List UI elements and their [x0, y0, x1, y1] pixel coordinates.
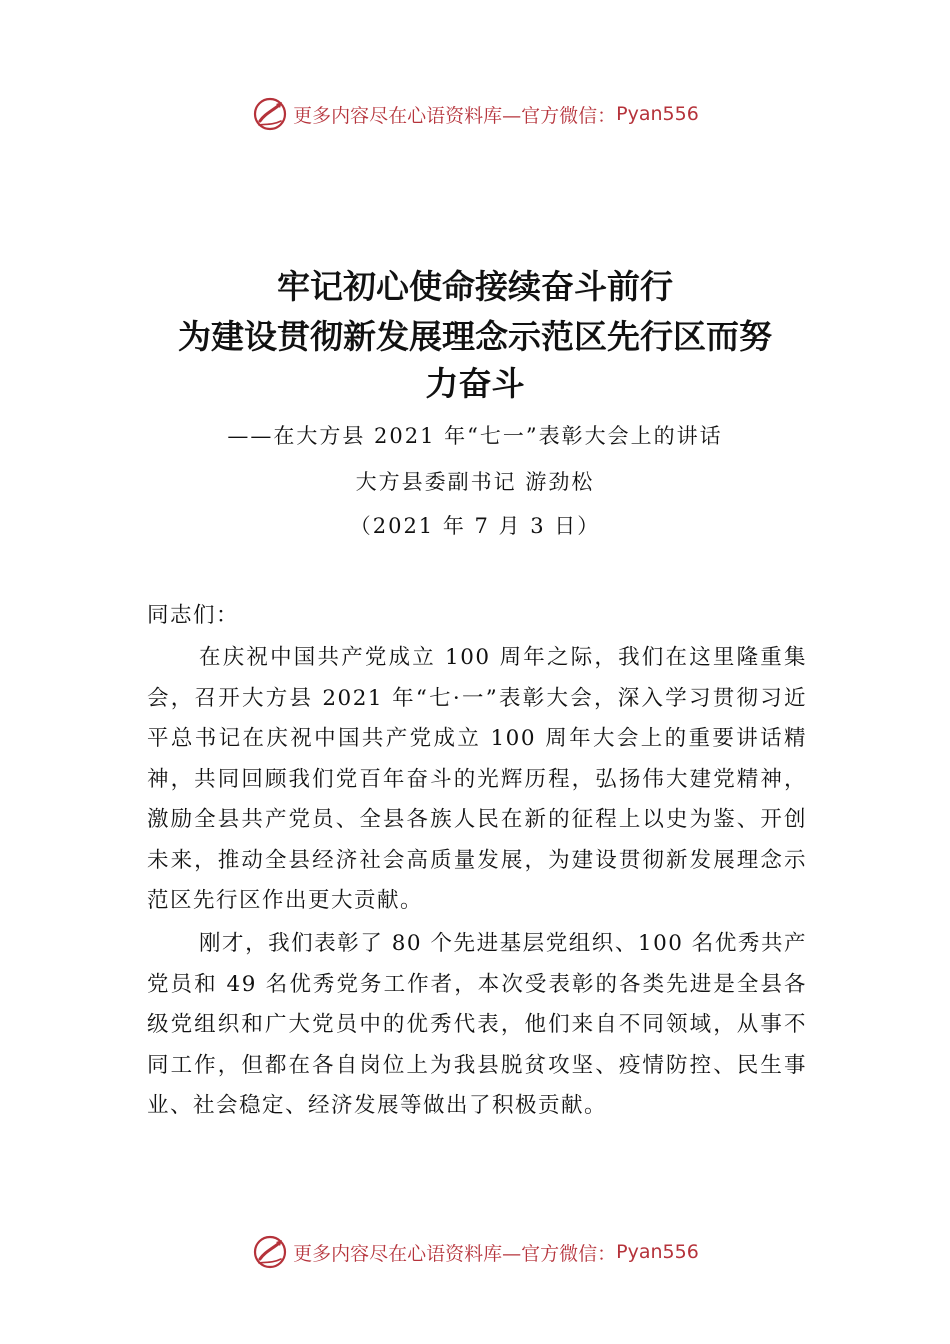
title-line-2: 为建设贯彻新发展理念示范区先行区而努 — [178, 317, 772, 356]
speech-date: （2021 年 7 月 3 日） — [349, 514, 601, 538]
wechat-id: Pyan556 — [616, 1241, 699, 1263]
banner-text: 更多内容尽在心语资料库—官方微信： — [293, 1242, 617, 1265]
salutation: 同志们： — [147, 603, 240, 628]
footer-banner — [0, 1232, 950, 1272]
paragraph-2: 刚才，我们表彰了 80 个先进基层党组织、100 名优秀共产党员和 49 名优秀党务工作者，本次受表彰的各类先进是全县各级党组织和广大党员中的优秀代表，他们来自不同领域，从事不同工作，但都在各自岗位上为我县脱贫攻坚、疫情防控、民生事业、社会稳定、经济发展等做出了积极贡献。 — [147, 931, 807, 1118]
paragraph-1: 在庆祝中国共产党成立 100 周年之际，我们在这里隆重集会，召开大方县 2021 年“七·一”表彰大会，深入学习贯彻习近平总书记在庆祝中国共产党成立 100 周年大会上的重要讲话精神，共同回顾我们党百年奋斗的光辉历程，弘扬伟大建党精神，激励全县共产党员、全县各族人民在新的征程上以史为鉴、开创未来，推动全县经济社会高质量发展，为建设贯彻新发展理念示范区先行区作出更大贡献。 — [147, 645, 807, 913]
header-banner — [0, 94, 950, 134]
speaker: 大方县委副书记 游劲松 — [355, 470, 595, 494]
banner-text: 更多内容尽在心语资料库—官方微信： — [293, 104, 617, 127]
title-line-3: 力奋斗 — [425, 364, 525, 403]
pen-logo-icon — [251, 1233, 289, 1271]
title-line-1: 牢记初心使命接续奋斗前行 — [277, 267, 673, 306]
subtitle: ——在大方县 2021 年“七一”表彰大会上的讲话 — [227, 424, 723, 448]
wechat-id: Pyan556 — [616, 103, 699, 125]
pen-logo-icon — [251, 95, 289, 133]
